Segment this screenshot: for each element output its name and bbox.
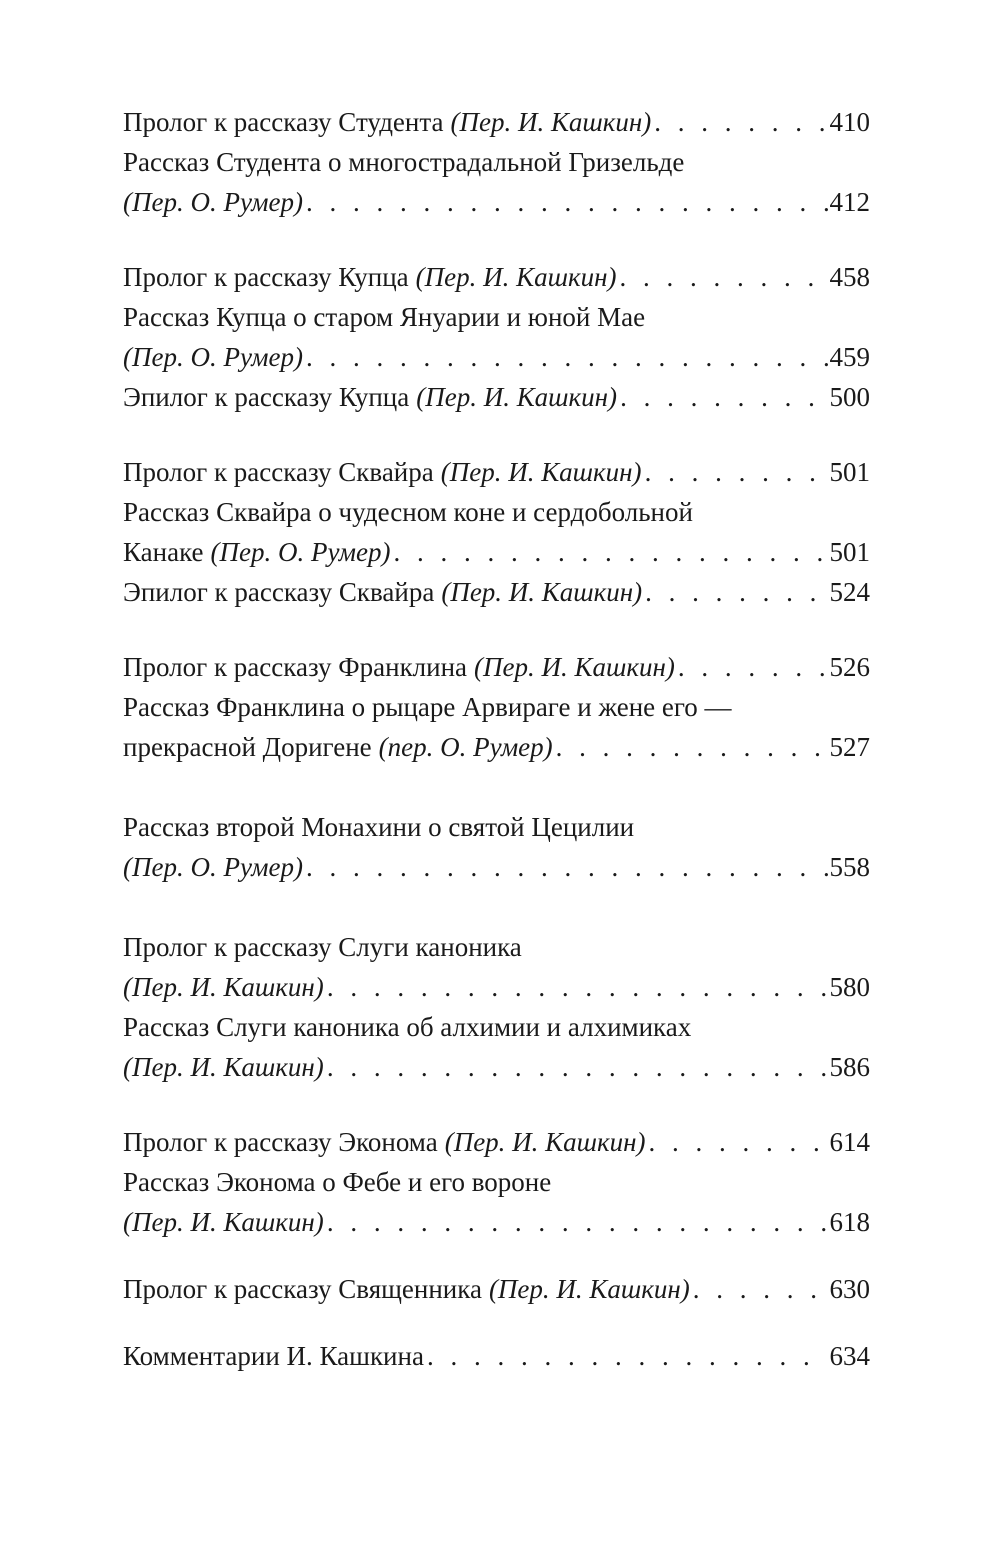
- entry-title: Рассказ Студента о многострадальной Гризельде: [123, 147, 685, 177]
- toc-line: [123, 377, 870, 417]
- toc-entry[interactable]: [123, 807, 870, 887]
- page-number: 459: [829, 342, 870, 372]
- dot-leader: [619, 257, 827, 297]
- toc-line: [123, 727, 870, 767]
- page-number: 580: [829, 972, 870, 1002]
- translator-credit: (Пер. И. Кашкин): [474, 652, 675, 682]
- dot-leader: [306, 847, 828, 887]
- toc-line: [123, 1336, 870, 1376]
- translator-credit: (Пер. И. Кашкин): [441, 577, 643, 607]
- toc-entry[interactable]: [123, 452, 870, 492]
- toc-line: [123, 687, 870, 727]
- toc-line: [123, 847, 870, 887]
- dot-leader: [556, 727, 828, 767]
- toc-entry[interactable]: [123, 572, 870, 612]
- page-number: 500: [829, 382, 870, 412]
- toc-line: [123, 532, 870, 572]
- entry-title: прекрасной Доригене: [123, 732, 372, 762]
- toc-group: [123, 927, 870, 1087]
- toc-line: [123, 492, 870, 532]
- toc-line: [123, 1122, 870, 1162]
- dot-leader: [649, 1122, 828, 1162]
- dot-leader: [620, 377, 827, 417]
- entry-title: Рассказ Эконома о Фебе и его вороне: [123, 1167, 552, 1197]
- toc-entry[interactable]: [123, 1122, 870, 1162]
- page-number: 630: [829, 1274, 870, 1304]
- toc-line: [123, 967, 870, 1007]
- page-number: 458: [829, 262, 870, 292]
- translator-credit: (Пер. И. Кашкин): [444, 1127, 646, 1157]
- toc-group: [123, 452, 870, 612]
- toc-group: [123, 1122, 870, 1242]
- translator-credit: (Пер. О. Румер): [123, 852, 303, 882]
- toc-entry[interactable]: [123, 492, 870, 572]
- page-number: 501: [829, 457, 870, 487]
- toc-line: [123, 1007, 870, 1047]
- toc-entry[interactable]: [123, 687, 870, 767]
- toc-entry[interactable]: [123, 102, 870, 142]
- toc-line: [123, 297, 870, 337]
- dot-leader: [306, 337, 828, 377]
- translator-credit: (Пер. И. Кашкин): [488, 1274, 690, 1304]
- toc-line: [123, 572, 870, 612]
- page-number: 558: [829, 852, 870, 882]
- toc-line: [123, 182, 870, 222]
- toc-line: [123, 1202, 870, 1242]
- entry-title: Рассказ Франклина о рыцаре Арвираге и жене его —: [123, 692, 732, 722]
- toc-group: [123, 647, 870, 767]
- translator-credit: (Пер. О. Румер): [123, 187, 303, 217]
- translator-credit: (Пер. И. Кашкин): [416, 382, 618, 412]
- translator-credit: (Пер. О. Румер): [210, 537, 391, 567]
- dot-leader: [645, 572, 827, 612]
- page-number: 410: [829, 107, 870, 137]
- toc-entry[interactable]: [123, 142, 870, 222]
- translator-credit: (Пер. И. Кашкин): [123, 1207, 324, 1237]
- entry-title: Пролог к рассказу Священника: [123, 1274, 482, 1304]
- toc-line: [123, 927, 870, 967]
- translator-credit: (Пер. И. Кашкин): [123, 1052, 324, 1082]
- page-number: 501: [829, 537, 870, 567]
- entry-title: Пролог к рассказу Сквайра: [123, 457, 434, 487]
- toc-group: [123, 1269, 870, 1309]
- dot-leader: [306, 182, 828, 222]
- dot-leader: [678, 647, 828, 687]
- toc-line: [123, 452, 870, 492]
- toc-line: [123, 102, 870, 142]
- toc-line: [123, 257, 870, 297]
- page-number: 524: [829, 577, 870, 607]
- dot-leader: [427, 1336, 828, 1376]
- toc-entry[interactable]: [123, 927, 870, 1007]
- toc-group: [123, 807, 870, 887]
- translator-credit: (пер. О. Румер): [378, 732, 553, 762]
- page-number: 614: [829, 1127, 870, 1157]
- toc-line: [123, 647, 870, 687]
- toc-line: [123, 1047, 870, 1087]
- dot-leader: [393, 532, 827, 572]
- entry-title: Канаке: [123, 537, 204, 567]
- translator-credit: (Пер. О. Румер): [123, 342, 303, 372]
- entry-title: Эпилог к рассказу Купца: [123, 382, 410, 412]
- translator-credit: (Пер. И. Кашкин): [450, 107, 652, 137]
- toc-entry[interactable]: [123, 1007, 870, 1087]
- dot-leader: [327, 1047, 828, 1087]
- toc-entry[interactable]: [123, 257, 870, 297]
- entry-title: Рассказ Сквайра о чудесном коне и сердобольной: [123, 497, 693, 527]
- page-number: 586: [829, 1052, 870, 1082]
- toc-group: [123, 1336, 870, 1376]
- dot-leader: [645, 452, 828, 492]
- dot-leader: [654, 102, 827, 142]
- entry-title: Пролог к рассказу Эконома: [123, 1127, 438, 1157]
- page-number: 527: [829, 732, 870, 762]
- page-number: 412: [829, 187, 870, 217]
- page-number: 634: [829, 1341, 870, 1371]
- translator-credit: (Пер. И. Кашкин): [440, 457, 642, 487]
- page-number: 618: [829, 1207, 870, 1237]
- toc-entry[interactable]: [123, 1336, 870, 1376]
- toc-line: [123, 807, 870, 847]
- entry-title: Пролог к рассказу Купца: [123, 262, 409, 292]
- toc-entry[interactable]: [123, 297, 870, 377]
- toc-entry[interactable]: [123, 1269, 870, 1309]
- entry-title: Эпилог к рассказу Сквайра: [123, 577, 435, 607]
- toc-line: [123, 337, 870, 377]
- toc-entry[interactable]: [123, 377, 870, 417]
- toc-line: [123, 1269, 870, 1309]
- toc-line: [123, 142, 870, 182]
- table-of-contents: [123, 102, 870, 1376]
- entry-title: Пролог к рассказу Слуги каноника: [123, 932, 522, 962]
- entry-title: Пролог к рассказу Франклина: [123, 652, 468, 682]
- dot-leader: [327, 967, 828, 1007]
- entry-title: Рассказ второй Монахини о святой Цецилии: [123, 812, 635, 842]
- toc-group: [123, 102, 870, 222]
- toc-entry[interactable]: [123, 1162, 870, 1242]
- entry-title: Пролог к рассказу Студента: [123, 107, 444, 137]
- dot-leader: [327, 1202, 828, 1242]
- translator-credit: (Пер. И. Кашкин): [415, 262, 617, 292]
- translator-credit: (Пер. И. Кашкин): [123, 972, 324, 1002]
- dot-leader: [693, 1269, 828, 1309]
- toc-entry[interactable]: [123, 647, 870, 687]
- entry-title: Рассказ Слуги каноника об алхимии и алхимиках: [123, 1012, 692, 1042]
- toc-line: [123, 1162, 870, 1202]
- entry-title: Комментарии И. Кашкина: [123, 1341, 424, 1371]
- entry-title: Рассказ Купца о старом Януарии и юной Мае: [123, 302, 646, 332]
- page-number: 526: [829, 652, 870, 682]
- toc-group: [123, 257, 870, 417]
